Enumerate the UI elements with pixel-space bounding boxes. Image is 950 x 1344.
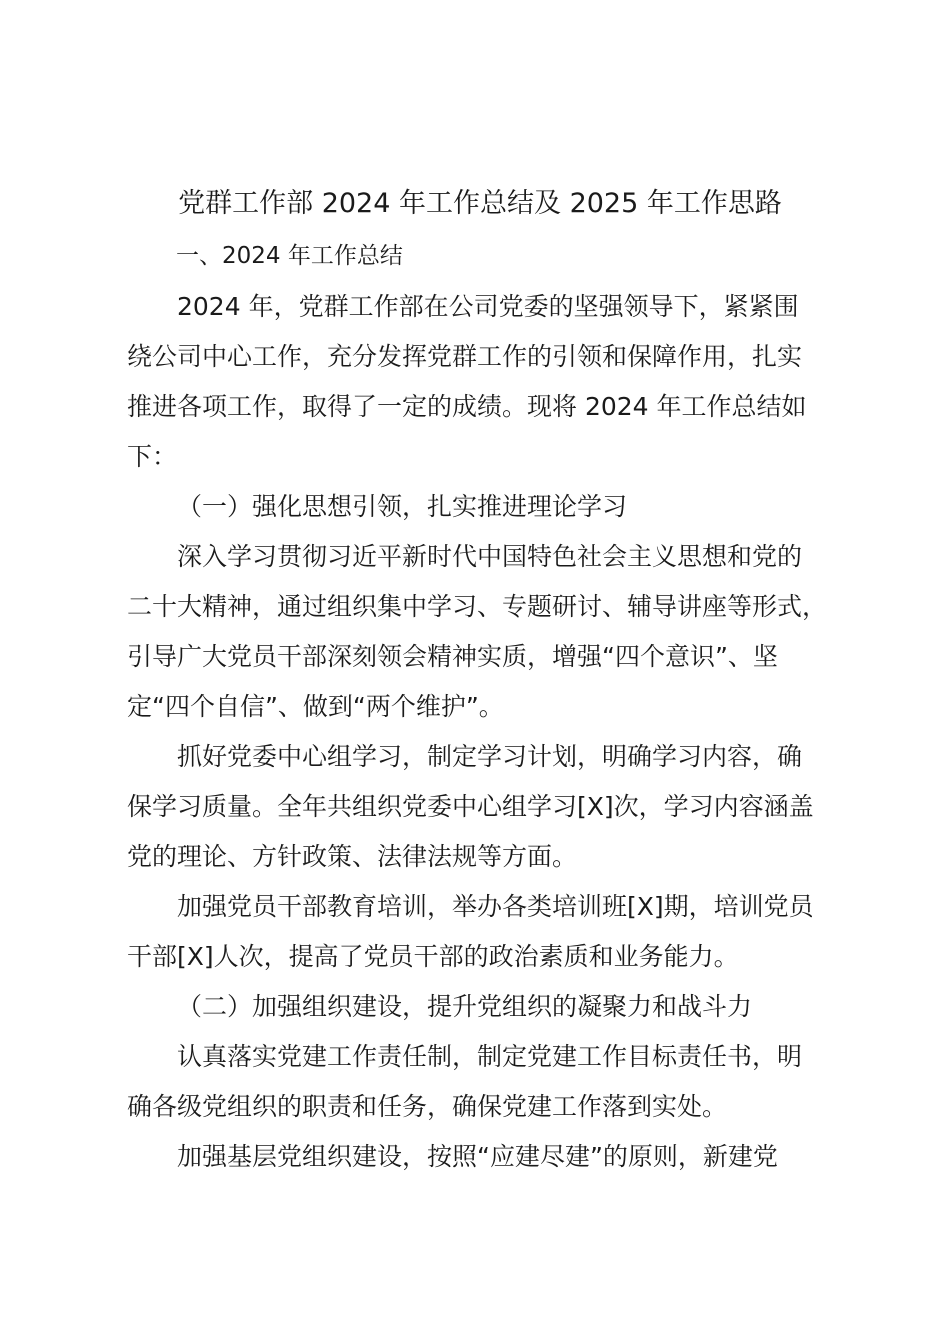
text-line: 认真落实党建工作责任制，制定党建工作目标责任书，明 xyxy=(177,1042,803,1071)
paragraph-responsibility xyxy=(127,1032,837,1132)
text-line: 深入学习贯彻习近平新时代中国特色社会主义思想和党的 xyxy=(177,542,803,571)
paragraph-central-group-study xyxy=(127,732,837,882)
document-title: 党群工作部 2024 年工作总结及 2025 年工作思路 xyxy=(178,188,782,219)
text-line: 加强党员干部教育培训，举办各类培训班[X]期，培训党员 xyxy=(177,892,814,921)
text-line: 保学习质量。全年共组织党委中心组学习[X]次，学习内容涵盖 xyxy=(127,792,814,821)
paragraph-grassroots xyxy=(127,1132,837,1182)
text-line: 推进各项工作，取得了一定的成绩。现将 2024 年工作总结如 xyxy=(127,392,807,421)
text-line: 党的理论、方针政策、法律法规等方面。 xyxy=(127,842,578,871)
subsection-heading-theory-study: （一）强化思想引领，扎实推进理论学习 xyxy=(177,492,628,521)
text-line: 绕公司中心工作，充分发挥党群工作的引领和保障作用，扎实 xyxy=(127,342,803,371)
subsection-heading-organization: （二）加强组织建设，提升党组织的凝聚力和战斗力 xyxy=(177,992,753,1021)
section-heading-summary: 一、2024 年工作总结 xyxy=(176,243,403,269)
text-line: 二十大精神，通过组织集中学习、专题研讨、辅导讲座等形式， xyxy=(127,592,828,621)
text-line: 抓好党委中心组学习，制定学习计划，明确学习内容，确 xyxy=(177,742,803,771)
text-line: 加强基层党组织建设，按照“应建尽建”的原则，新建党 xyxy=(177,1142,778,1171)
text-line: 确各级党组织的职责和任务，确保党建工作落到实处。 xyxy=(127,1092,728,1121)
text-line: 2024 年，党群工作部在公司党委的坚强领导下，紧紧围 xyxy=(177,292,799,321)
text-line: 定“四个自信”、做到“两个维护”。 xyxy=(127,692,504,721)
text-line: 干部[X]人次，提高了党员干部的政治素质和业务能力。 xyxy=(127,942,739,971)
intro-paragraph xyxy=(127,282,837,482)
text-line: 引导广大党员干部深刻领会精神实质，增强“四个意识”、坚 xyxy=(127,642,778,671)
paragraph-ideology xyxy=(127,532,837,732)
document-body xyxy=(127,282,837,1182)
text-line: 下： xyxy=(127,442,178,471)
paragraph-cadre-training xyxy=(127,882,837,982)
